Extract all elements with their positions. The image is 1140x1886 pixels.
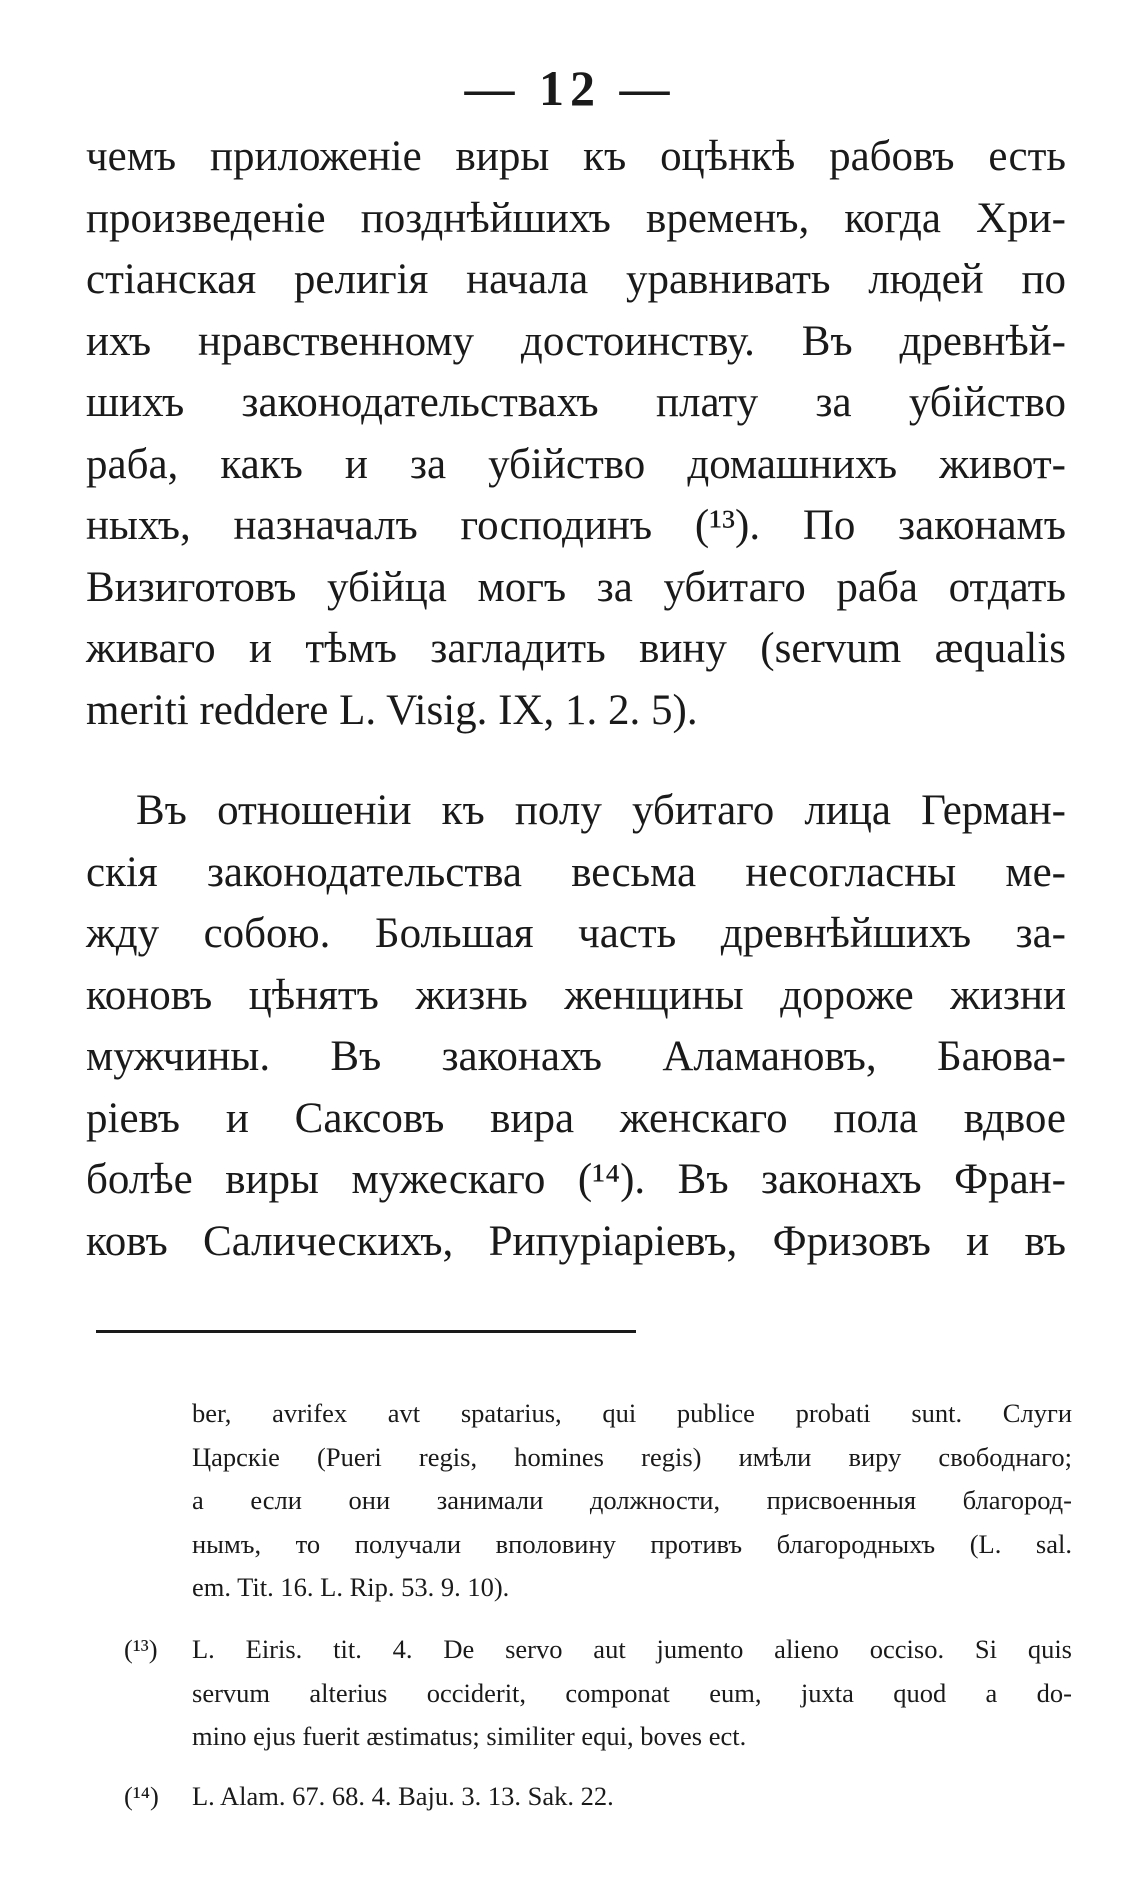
text-line: ныхъ, назначалъ господинъ (¹³). По законамъ <box>86 502 1066 549</box>
text-line: жду собою. Большая часть древнѣйшихъ за- <box>86 910 1066 957</box>
footnote-divider <box>96 1330 636 1333</box>
text-line: ріевъ и Саксовъ вира женскаго пола вдвое <box>86 1094 1066 1142</box>
text-line: мужчины. Въ законахъ Аламановъ, Баюва- <box>86 1033 1066 1080</box>
footnote-line: em. Tit. 16. L. Rip. 53. 9. 10). <box>192 1572 510 1602</box>
text-line: живаго и тѣмъ загладить вину (servum æqualis <box>86 625 1066 672</box>
text-line: Въ отношеніи къ полу убитаго лица Герман- <box>136 787 1066 834</box>
text-line: стіанская религія начала уравнивать людей по <box>86 256 1066 303</box>
footnote-line: ber, avrifex avt spatarius, qui publice probati sunt. Слуги <box>192 1398 1072 1428</box>
footnote-line: mino ejus fuerit æstimatus; similiter equi, boves ect. <box>192 1721 747 1751</box>
text-line: болѣе виры мужескаго (¹⁴). Въ законахъ Фран- <box>86 1156 1066 1203</box>
footnote-line: L. Alam. 67. 68. 4. Baju. 3. 13. Sak. 22. <box>192 1781 614 1811</box>
text-line: meriti reddere L. Visig. IX, 1. 2. 5). <box>86 686 698 734</box>
text-line: Визиготовъ убійца могъ за убитаго раба отдать <box>86 563 1066 611</box>
footnote-marker-14: (¹⁴) <box>124 1781 159 1811</box>
text-line: ихъ нравственному достоинству. Въ древнѣй- <box>86 317 1066 365</box>
footnote-14 <box>192 1775 1072 1819</box>
footnote-line: Царскіе (Pueri regis, homines regis) имѣли виру свободнаго; <box>192 1441 1072 1472</box>
footnote-line: L. Eiris. tit. 4. De servo aut jumento alieno occiso. Si quis <box>192 1634 1072 1664</box>
text-line: скія законодательства весьма несогласны ме- <box>86 848 1066 896</box>
text-line: коновъ цѣнятъ жизнь женщины дороже жизни <box>86 971 1066 1019</box>
paragraph-2 <box>86 780 1066 1272</box>
text-line: произведеніе позднѣйшихъ временъ, когда Хри- <box>86 194 1066 242</box>
text-line: шихъ законодательствахъ плату за убійство <box>86 379 1066 426</box>
text-line: чемъ приложеніе виры къ оцѣнкѣ рабовъ есть <box>86 133 1066 180</box>
footnote-continuation <box>192 1392 1072 1610</box>
page-number: — 12 — <box>464 60 676 116</box>
footnote-line: servum alterius occiderit, componat eum, juxta quod a do- <box>192 1677 1072 1708</box>
footnote-line: а если они занимали должности, присвоенныя благород- <box>192 1485 1072 1515</box>
text-line: раба, какъ и за убійство домашнихъ живот- <box>86 440 1066 488</box>
text-line: ковъ Салическихъ, Рипуріаріевъ, Фризовъ и въ <box>86 1217 1066 1265</box>
footnote-line: нымъ, то получали вполовину противъ благородныхъ (L. sal. <box>192 1528 1072 1559</box>
footnote-13 <box>192 1628 1072 1759</box>
paragraph-1 <box>86 126 1066 741</box>
footnote-marker-13: (¹³) <box>124 1634 158 1664</box>
